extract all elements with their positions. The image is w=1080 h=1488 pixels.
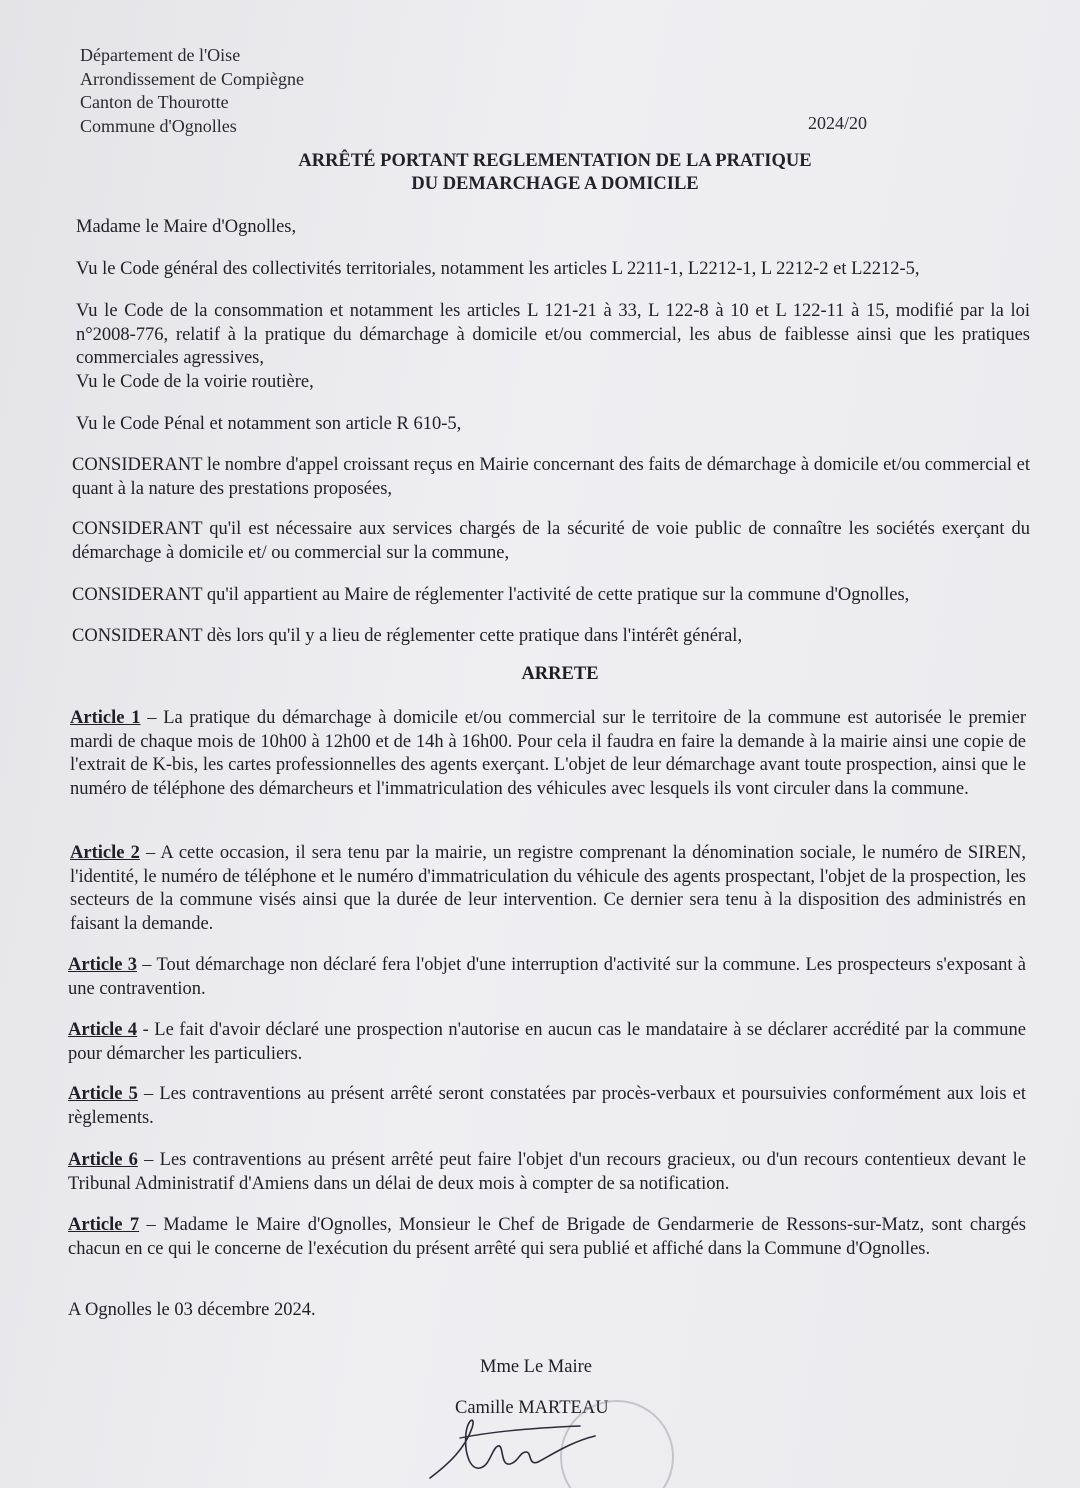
vu-clause: Vu le Code Pénal et notamment son article R 610-5,	[76, 414, 462, 434]
header-canton: Canton de Thourotte	[80, 92, 229, 112]
article-5	[68, 1083, 1026, 1130]
vu-clause: Vu le Code de la consommation et notamment les articles L 121-21 à 33, L 122-8 à 10 et L 122-11 à 15, modifié par la loi n°2008-776, relatif à la pratique du démarchage à domicile et/ou commercial, les abus de faiblesse ainsi que les pratiques commerciales agressives,	[76, 301, 1030, 368]
header-department: Département de l'Oise	[80, 45, 241, 65]
article-text: – Les contraventions au présent arrêté seront constatées par procès-verbaux et poursuivies conformément aux lois et règlements.	[68, 1084, 1026, 1128]
article-6	[68, 1149, 1026, 1196]
considerant-clause: CONSIDERANT qu'il est nécessaire aux services chargés de la sécurité de voie public de connaître les sociétés exerçant du démarchage à domicile et/ ou commercial sur la commune,	[72, 519, 1030, 563]
article-1	[70, 707, 1026, 801]
article-4	[68, 1019, 1026, 1066]
considerant-clause: CONSIDERANT le nombre d'appel croissant reçus en Mairie concernant des faits de démarchage à domicile et/ou commercial et quant à la nature des prestations proposées,	[72, 455, 1030, 499]
title-line-1: ARRÊTÉ PORTANT REGLEMENTATION DE LA PRATIQUE	[298, 151, 812, 171]
article-3	[68, 954, 1026, 1001]
decree-reference-number: 2024/20	[808, 113, 868, 133]
vu-clause: Vu le Code de la voirie routière,	[76, 372, 314, 392]
handwritten-signature	[420, 1408, 660, 1488]
header-arrondissement: Arrondissement de Compiègne	[80, 68, 304, 89]
vu-clause: Vu le Code général des collectivités territoriales, notamment les articles L 2211-1, L2212-1, L 2212-2 et L2212-5,	[76, 259, 920, 279]
place-and-date: A Ognolles le 03 décembre 2024.	[68, 1300, 316, 1320]
title-line-2: DU DEMARCHAGE A DOMICILE	[411, 174, 699, 194]
article-label: Article 6	[68, 1150, 138, 1170]
considerant-clause: CONSIDERANT dès lors qu'il y a lieu de réglementer cette pratique dans l'intérêt général,	[72, 626, 743, 646]
article-text: – Les contraventions au présent arrêté peut faire l'objet d'un recours gracieux, ou d'un recours contentieux devant le Tribunal Administratif d'Amiens dans un délai de deux mois à compter de sa notification.	[68, 1150, 1026, 1194]
article-label: Article 2	[70, 843, 140, 863]
article-label: Article 5	[68, 1084, 138, 1104]
article-text: – A cette occasion, il sera tenu par la mairie, un registre comprenant la dénomination sociale, le numéro de SIREN, l'identité, le numéro de téléphone et le numéro d'immatriculation du véhicule des agents prospectant, l'objet de la prospection, les secteurs de la commune visés ainsi que la durée de leur intervention. Ce dernier sera tenu à la disposition des administrés en faisant la demande.	[70, 843, 1026, 934]
article-label: Article 7	[68, 1215, 140, 1235]
article-text: – Madame le Maire d'Ognolles, Monsieur le Chef de Brigade de Gendarmerie de Ressons-sur-Matz, sont chargés chacun en ce qui le concerne de l'exécution du présent arrêté qui sera publié et affiché dans la Commune d'Ognolles.	[68, 1215, 1027, 1259]
signatory-role: Mme Le Maire	[480, 1357, 592, 1377]
article-label: Article 4	[68, 1020, 138, 1040]
article-text: - Le fait d'avoir déclaré une prospection n'autorise en aucun cas le mandataire à se déclarer accrédité par la commune pour démarcher les particuliers.	[68, 1020, 1026, 1064]
article-7	[68, 1214, 1026, 1261]
document-title	[240, 150, 870, 196]
header-commune: Commune d'Ognolles	[80, 115, 237, 136]
intro-line: Madame le Maire d'Ognolles,	[76, 217, 297, 237]
article-text: – Tout démarchage non déclaré fera l'objet d'une interruption d'activité sur la commune. Les prospecteurs s'exposant à une contravention.	[68, 955, 1027, 999]
article-2	[70, 842, 1026, 936]
administrative-header	[80, 44, 304, 138]
article-text: – La pratique du démarchage à domicile et/ou commercial sur le territoire de la commune est autorisée le premier mardi de chaque mois de 10h00 à 12h00 et de 14h à 16h00. Pour cela il faudra en faire la demande à la mairie ainsi une copie de l'extrait de K-bis, les cartes professionnelles des agents exerçant. L'objet de leur démarchage avant toute prospection, ainsi que le numéro de téléphone des démarcheurs et l'immatriculation des véhicules avec lesquels ils vont circuler dans la commune.	[70, 708, 1026, 799]
arrete-heading: ARRETE	[521, 664, 599, 684]
article-label: Article 1	[70, 708, 141, 728]
considerant-clause: CONSIDERANT qu'il appartient au Maire de réglementer l'activité de cette pratique sur la commune d'Ognolles,	[72, 585, 910, 605]
article-label: Article 3	[68, 955, 137, 975]
signatory-name: Camille MARTEAU	[455, 1398, 609, 1418]
